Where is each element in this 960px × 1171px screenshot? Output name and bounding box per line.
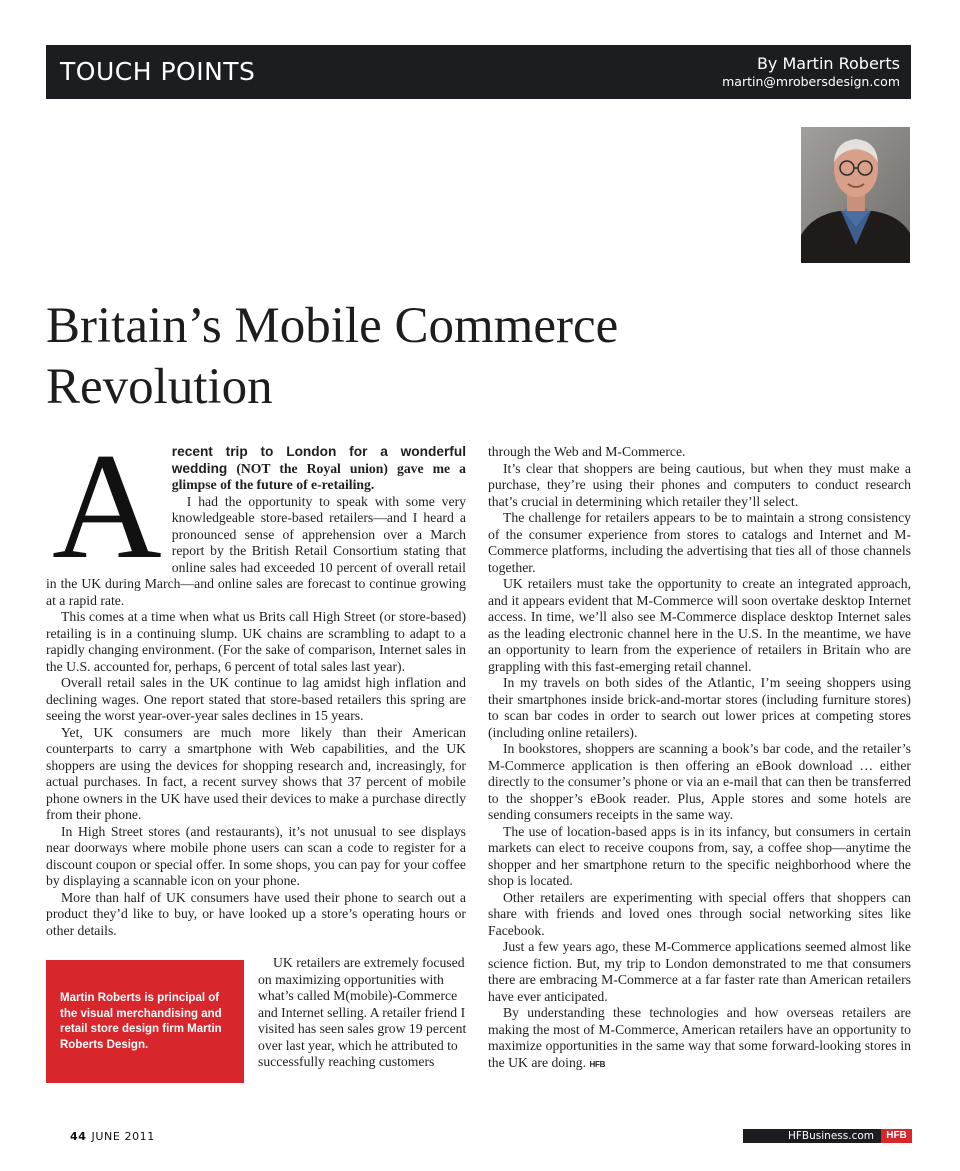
article-paragraph: In bookstores, shoppers are scanning a book’s bar code, and the retailer’s M-Commerce application is then offering an eBook download … either directly to the consumer’s phone or via an e-mail that can then be transferred to the shopper’s eBook reader. Plus, Apple stores and some hotels are sending consumers receipts in the same way. (488, 741, 911, 822)
article-paragraph-text: By understanding these technologies and how overseas retailers are making the most of M-Commerce, American retailers have an opportunity to maximize opportunities in the same way that some forward-looking stores in the UK are doing. (488, 1005, 911, 1070)
article-paragraph-continued: through the Web and M-Commerce. (488, 444, 686, 459)
article-paragraph: It’s clear that shoppers are being cautious, but when they must make a purchase, they’re using their phones and computers to conduct research that’s crucial in determining which retailer they’ll select. (488, 460, 911, 509)
article-paragraph: The challenge for retailers appears to be to maintain a strong consistency of the consumer experience from stores to catalogs and Internet and M-Commerce platforms, including the advertising that ties all of those channels together. (488, 510, 911, 575)
author-bio-text: Martin Roberts is principal of the visual merchandising and retail store design firm Martin Roberts Design. (60, 992, 222, 1051)
page-number: 44 (70, 1130, 87, 1143)
article-column-left-bottom (258, 955, 468, 1071)
article-paragraph: In my travels on both sides of the Atlantic, I’m seeing shoppers using their smartphones inside brick-and-mortar stores (including furniture stores) to scan bar codes in order to search out lower prices at competing stores (including online retailers). (488, 675, 911, 740)
lead-bold-text: recent trip to London for a wonderful wedding (171, 444, 466, 476)
article-paragraph: More than half of UK consumers have used their phone to search out a product they’d like to buy, or have looked up a store’s operating hours or other details. (46, 889, 466, 938)
article-paragraph: Yet, UK consumers are much more likely than their American counterparts to carry a smartphone with Web capabilities, and the UK shoppers are using the devices for shopping research and, increasingly, for actual purchases. In fact, a recent survey shows that 37 percent of mobile phone owners in the UK have used their devices to make a purchase directly from their phone. (46, 724, 466, 822)
author-portrait-illustration (801, 127, 910, 263)
site-url[interactable]: HFBusiness.com (743, 1129, 881, 1143)
article-column-right (488, 444, 911, 1073)
article-paragraph: This comes at a time when what us Brits call High Street (or store-based) retailing is in a continuing slump. UK chains are scrambling to adapt to a rapidly changing environment. (For the sake of comparison, Internet sales in the U.S. accounted for, perhaps, 6 percent of total sales last year). (46, 609, 466, 674)
section-label: TOUCH POINTS (60, 57, 256, 86)
article-paragraph: Other retailers are experimenting with special offers that shoppers can share with friends and loved ones through social networking sites like Facebook. (488, 889, 911, 938)
byline (722, 54, 900, 90)
section-header-bar (46, 45, 911, 99)
author-name: By Martin Roberts (756, 54, 900, 73)
drop-cap: A (52, 422, 162, 590)
article-column-left (46, 422, 467, 939)
article-headline: Britain’s Mobile Commerce Revolution (46, 298, 619, 415)
article-paragraph: UK retailers must take the opportunity to create an integrated approach, and it appears evident that M-Commerce will soon overtake desktop Internet access. In time, we’ll also see M-Commerce displace desktop Internet sales as the leading electronic channel here in the U.S. In the meantime, we have an opportunity to learn from the experience of retailers in Britain who are grappling with this fast-emerging retail channel. (488, 576, 911, 674)
page-footer-brand (743, 1129, 912, 1143)
page-footer-folio (70, 1130, 155, 1143)
article-paragraph: Overall retail sales in the UK continue to lag amidst high inflation and declining wages. One report stated that store-based retailers this spring are seeing the worst year-over-year sales declines in 15 years. (46, 675, 466, 723)
article-paragraph: UK retailers are extremely focused on maximizing opportunities with what’s called M(mobile)-Commerce and Internet selling. A retailer friend I visited has seen sales grow 19 percent over last year, which he attributed to successfully reaching customers (258, 955, 467, 1069)
lead-serif-text: (NOT the Royal union) gave me a glimpse of the future of e-retailing. (171, 460, 467, 492)
article-paragraph: In High Street stores (and restaurants), it’s not unusual to see displays near doorways where mobile phone users can scan a code to register for a discount coupon or special offer. In some shops, you can pay for your coffee by displaying a scannable icon on your phone. (46, 823, 466, 888)
author-bio-box (46, 960, 244, 1083)
article-paragraph: I had the opportunity to speak with some very knowledgeable store-based retailers—and I heard a pronounced sense of apprehension over a March report by the British Retail Consortium stating that online sales had exceeded 10 percent of overall retail in the UK during March—and online sales are forecast to continue growing at a rapid rate. (46, 493, 466, 608)
article-paragraph: Just a few years ago, these M-Commerce applications seemed almost like science fiction. But, my trip to London demonstrated to me that consumers there are embracing M-Commerce at a far faster rate than American retailers have ever anticipated. (488, 939, 911, 1004)
end-mark: HFB (589, 1059, 606, 1069)
issue-date: JUNE 2011 (91, 1130, 155, 1143)
article-paragraph (488, 1005, 911, 1073)
article-paragraph: The use of location-based apps is in its infancy, but consumers in certain markets can elect to receive coupons from, say, a coffee shop—anytime the shopper and her smartphone return to the specific neighborhood where the shop is located. (488, 823, 911, 888)
author-photo (801, 127, 910, 263)
hfb-logo: HFB (881, 1129, 912, 1143)
author-email[interactable]: martin@mrobersdesign.com (722, 74, 900, 89)
